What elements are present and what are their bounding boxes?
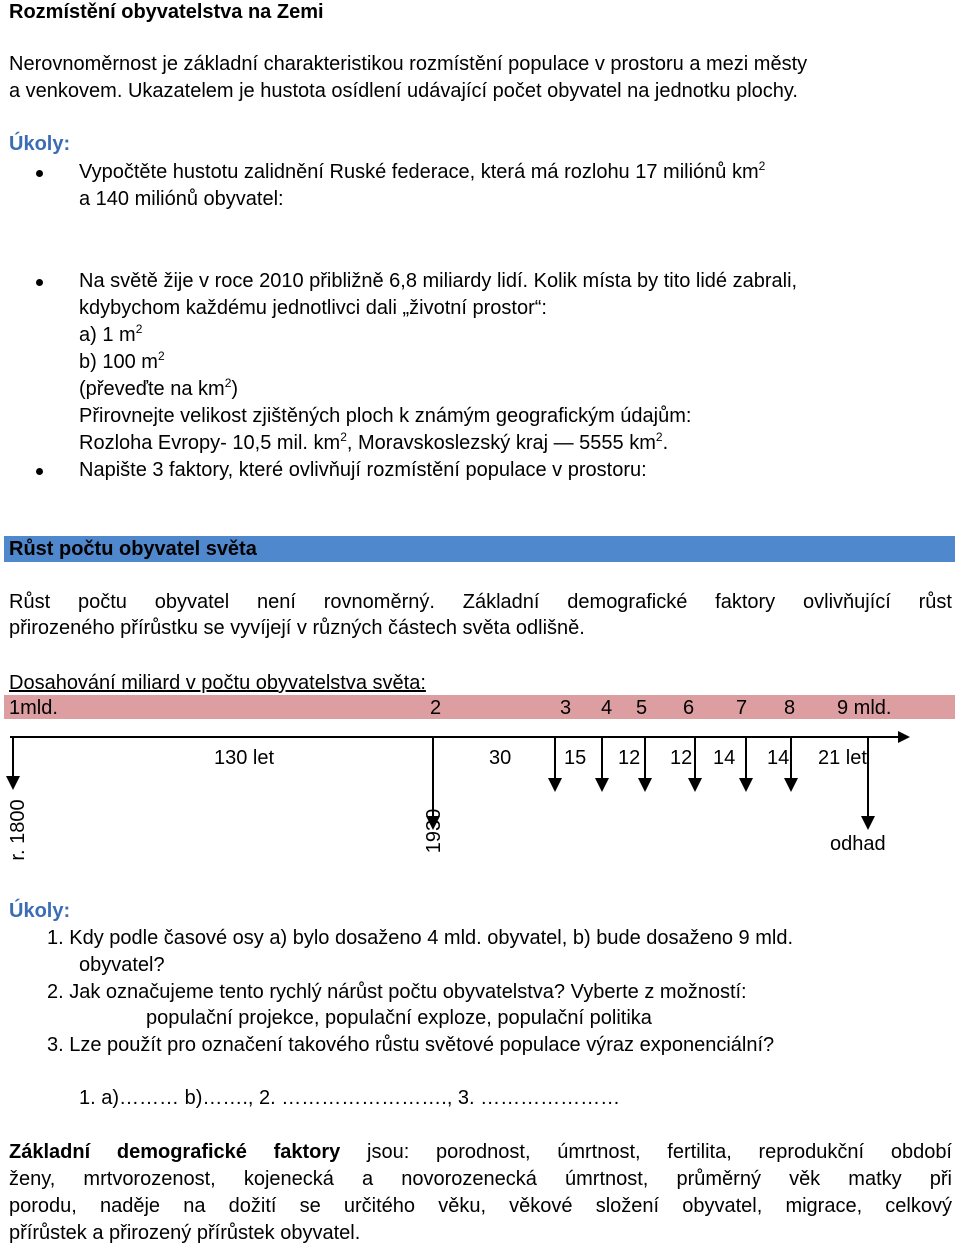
milestone-8: 8 xyxy=(784,697,796,719)
task-2-line-2: kdybychom každému jednotlivci dali „životní prostor“: xyxy=(79,297,547,319)
question-1-line-1: 1. Kdy podle časové osy a) bylo dosaženo 4 mld. obyvatel, b) bude dosaženo 9 mld. xyxy=(47,927,794,949)
milestone-5: 5 xyxy=(636,697,648,719)
milestone-2: 2 xyxy=(430,697,442,719)
interval-1: 130 let xyxy=(214,747,275,769)
estimate-label: odhad xyxy=(830,833,886,855)
arrow-down-icon xyxy=(638,778,652,792)
factors-paragraph: Základní demografické faktory jsou: porodnost, úmrtnost, fertilita, reprodukční období ženy, mrtvorozenost, kojenecká a novorozenecká úmrtnost, průměrný věk matky při porodu, naděje na dožití se určitého věku, věkové složení obyvatel, migrace, celkový xyxy=(9,1141,952,1217)
question-2-options: populační projekce, populační exploze, populační politika xyxy=(146,1007,652,1029)
question-2: 2. Jak označujeme tento rychlý nárůst počtu obyvatelstva? Vyberte z možností: xyxy=(47,981,747,1003)
question-1-line-2: obyvatel? xyxy=(79,954,165,976)
section-2-title: Růst počtu obyvatel světa xyxy=(9,538,257,560)
task-2-areas: Rozloha Evropy- 10,5 mil. $km^2$, Moravskoslezský kraj — 5555 $km^2$. xyxy=(79,430,669,454)
factors-last-line: přírůstek a přirozený přírůstek obyvatel. xyxy=(9,1222,361,1244)
year-1930-label: 1930 xyxy=(423,808,445,854)
interval-7: 14 xyxy=(767,747,790,769)
intro-line-1: Nerovnoměrnost je základní charakteristikou rozmístění populace v prostoru a mezi městy xyxy=(9,53,808,75)
milestone-3: 3 xyxy=(560,697,572,719)
milestone-6: 6 xyxy=(683,697,695,719)
interval-6: 14 xyxy=(713,747,736,769)
milestone-4: 4 xyxy=(601,697,613,719)
task-2-line-1: Na světě žije v roce 2010 přibližně 6,8 miliardy lidí. Kolik místa by tito lidé zabrali, xyxy=(79,270,798,292)
bullet-icon xyxy=(36,279,43,286)
task-2-compare: Přirovnejte velikost zjištěných ploch k známým geografickým údajům: xyxy=(79,405,692,427)
timeline-axis xyxy=(0,720,960,870)
arrow-down-icon xyxy=(548,778,562,792)
task-1-line-1: Vypočtěte hustotu zalidnění Ruské federace, která má rozlohu 17 miliónů $km^2$ xyxy=(79,159,766,183)
growth-text: Růst počtu obyvatel není rovnoměrný. Základní demografické faktory ovlivňující růst xyxy=(9,591,952,613)
arrow-down-icon xyxy=(784,778,798,792)
arrow-down-icon xyxy=(861,816,875,830)
axis-arrow-icon xyxy=(898,731,910,743)
growth-text-line-2: přirozeného přírůstku se vyvíjejí v různých částech světa odlišně. xyxy=(9,617,585,639)
task-1-line-2: a 140 miliónů obyvatel: xyxy=(79,188,284,210)
interval-5: 12 xyxy=(670,747,693,769)
bullet-icon xyxy=(36,170,43,177)
tasks-2-heading: Úkoly: xyxy=(9,900,71,922)
answer-lines: 1. a)……… b)……., 2. ……………………., 3. ………………… xyxy=(79,1087,621,1109)
task-2-option-b: b) 100 $m^2$ xyxy=(79,349,165,373)
intro-line-2: a venkovem. Ukazatelem je hustota osídlení udávající počet obyvatel na jednotku plochy. xyxy=(9,80,798,102)
interval-3: 15 xyxy=(564,747,587,769)
interval-4: 12 xyxy=(618,747,641,769)
interval-8: 21 let xyxy=(818,747,867,769)
tasks-heading: Úkoly: xyxy=(9,133,71,155)
task-3: Napište 3 faktory, které ovlivňují rozmístění populace v prostoru: xyxy=(79,459,647,481)
interval-2: 30 xyxy=(489,747,512,769)
factors-bold: Základní demografické faktory xyxy=(9,1141,341,1163)
question-3: 3. Lze použít pro označení takového růstu světové populace výraz exponenciální? xyxy=(47,1034,775,1056)
bullet-icon xyxy=(36,468,43,475)
timeline-heading: Dosahování miliard v počtu obyvatelstva světa: xyxy=(9,672,426,694)
task-2-option-a: a) 1 $m^2$ xyxy=(79,322,143,346)
arrow-down-icon xyxy=(739,778,753,792)
milestone-1: 1mld. xyxy=(9,697,58,719)
arrow-down-icon xyxy=(688,778,702,792)
milestones-bar xyxy=(4,695,955,719)
arrow-down-icon xyxy=(595,778,609,792)
year-1800-label: r. 1800 xyxy=(7,799,29,861)
milestone-7: 7 xyxy=(736,697,748,719)
page-title: Rozmístění obyvatelstva na Zemi xyxy=(9,1,324,23)
task-2-conversion: (převeďte na $km^2$) xyxy=(79,376,239,400)
milestone-9: 9 mld. xyxy=(837,697,892,719)
arrow-down-icon xyxy=(6,776,20,790)
